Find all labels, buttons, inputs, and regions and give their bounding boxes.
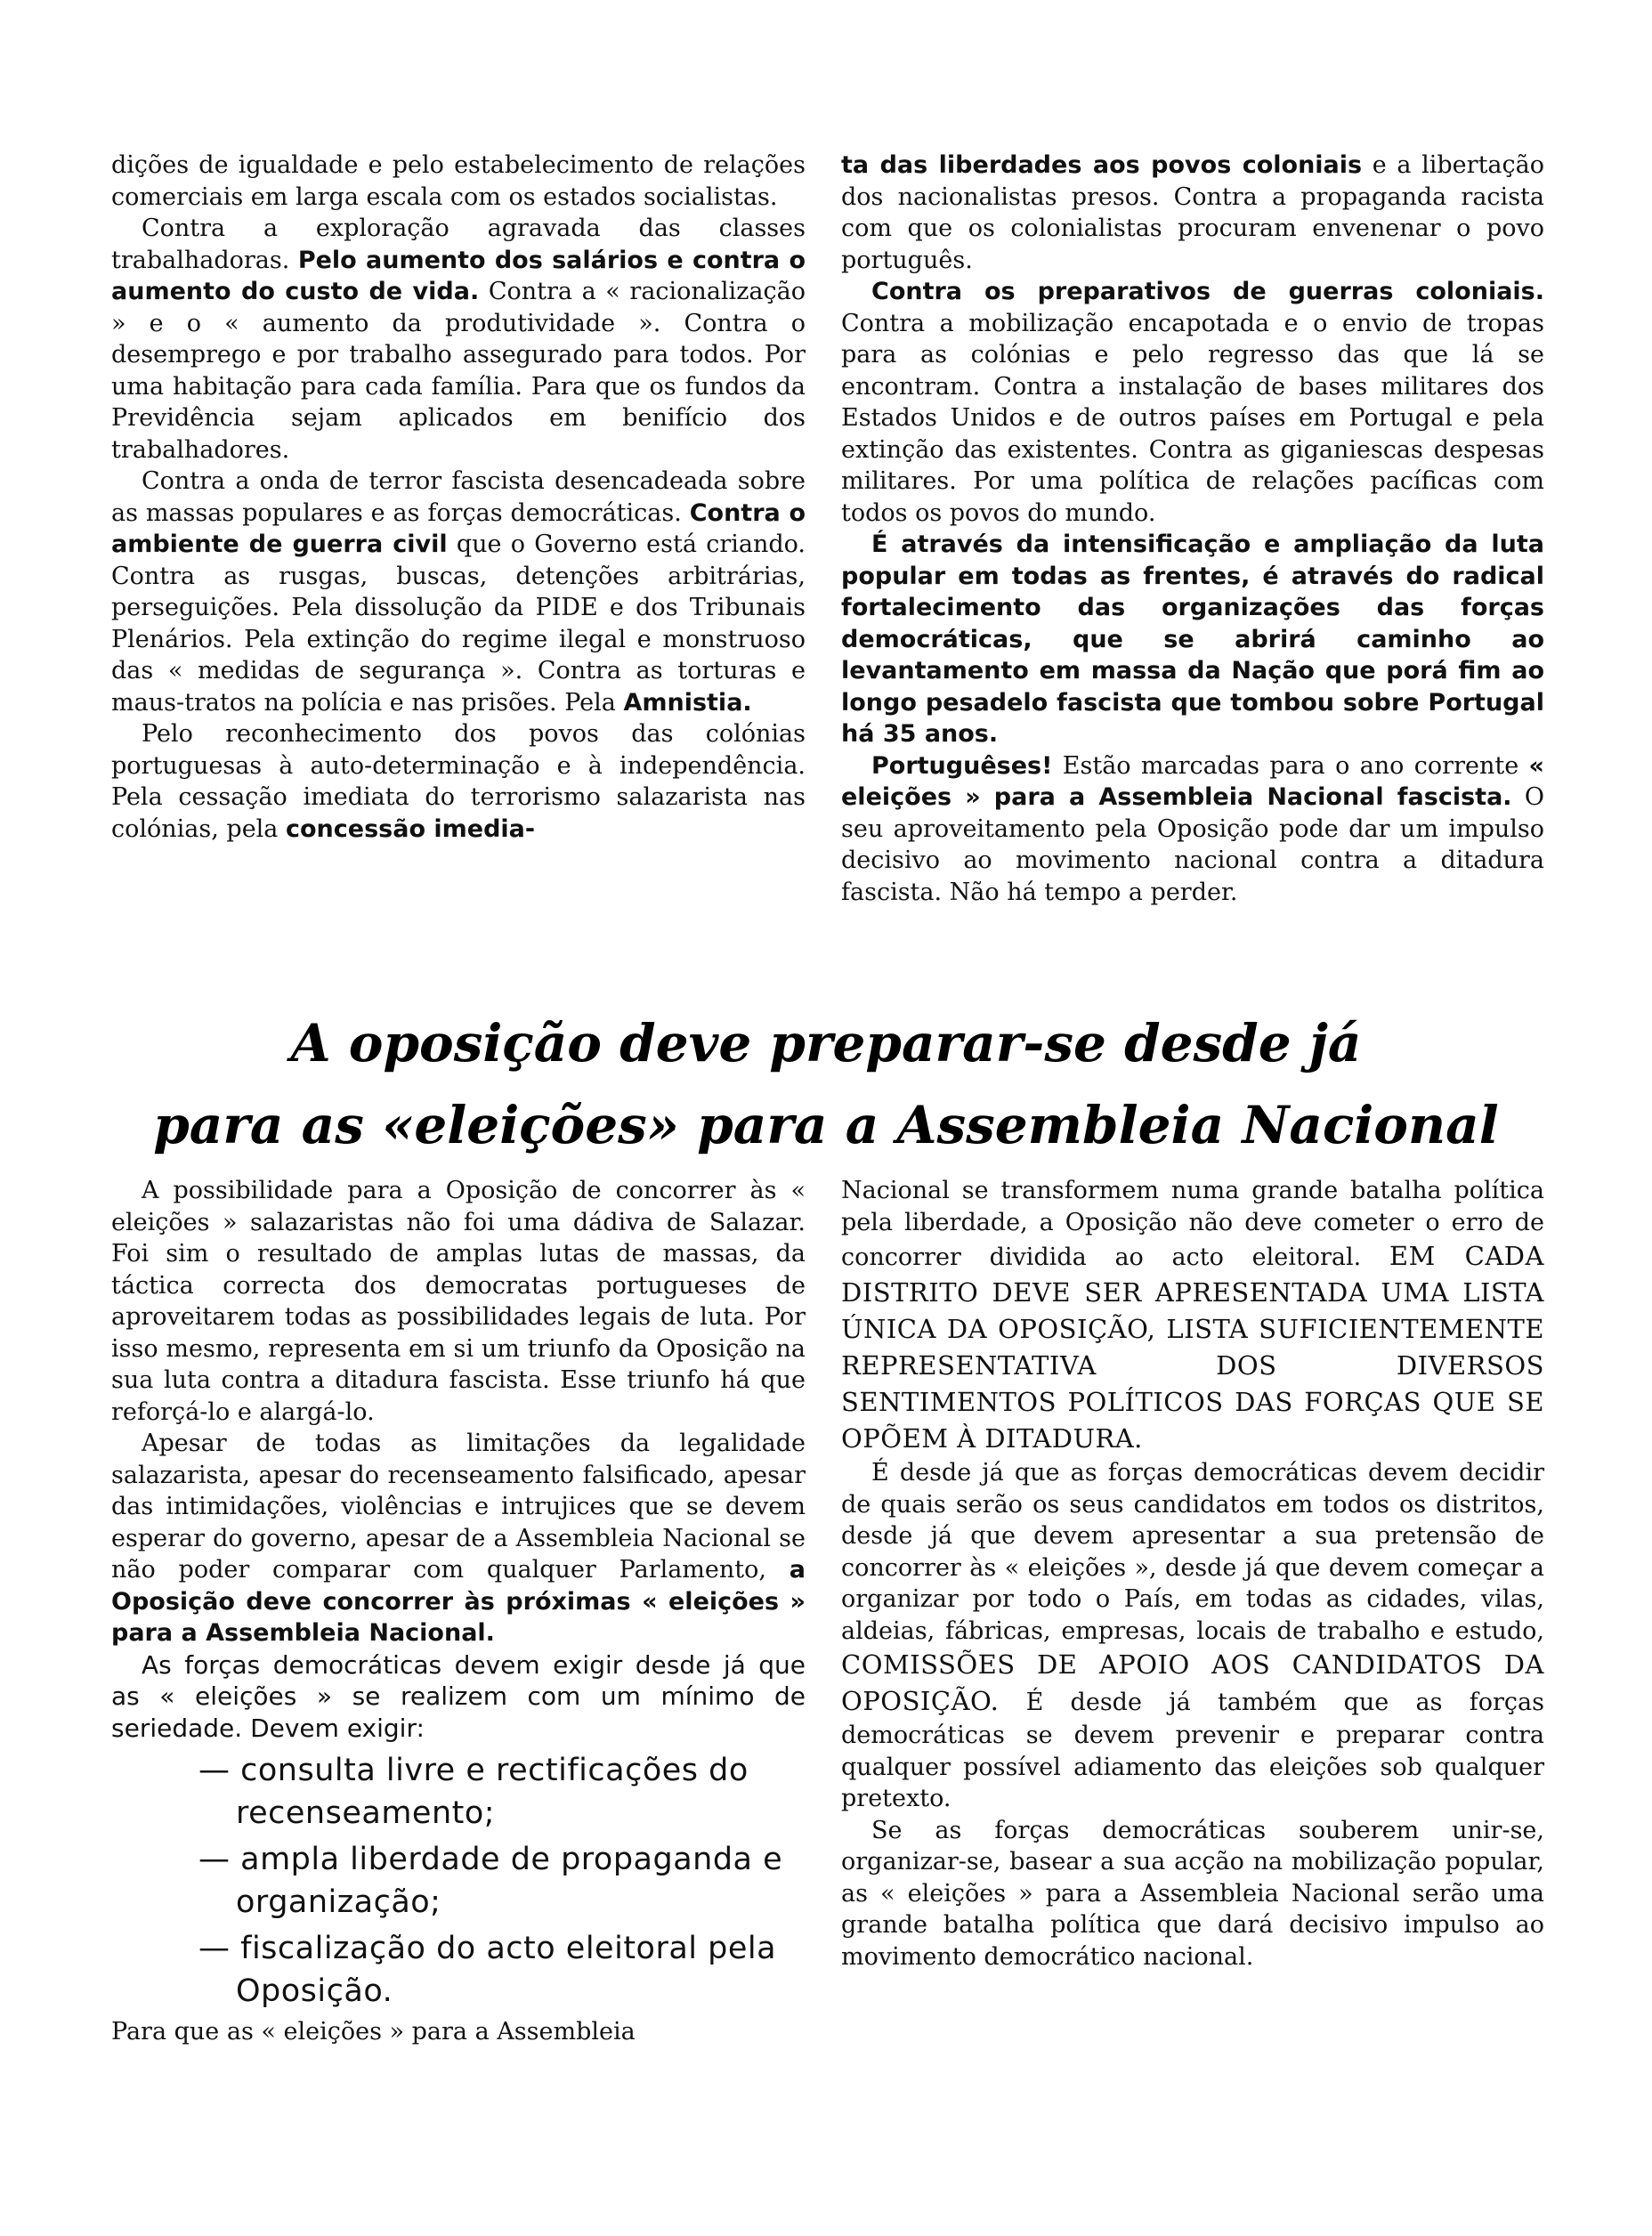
paragraph bbox=[111, 1175, 806, 1428]
paragraph-text: O seu aproveitamento pela Oposição pode dar um impulso decisivo ao movimento nacional contra a ditadura fascista. Não há tempo a perder. bbox=[841, 783, 1544, 906]
headline-line-2: para as «eleições» para a Assembleia Nacional bbox=[153, 1095, 1499, 1155]
top-right-column bbox=[841, 150, 1544, 908]
demand-item: — fiscalização do acto eleitoral pela Oposição. bbox=[198, 1931, 777, 2009]
paragraph bbox=[111, 1428, 806, 1649]
paragraph bbox=[111, 213, 806, 466]
paragraph-text: Nacional se transformem numa grande batalha política pela liberdade, a Oposição não deve cometer o erro de concorrer dividida ao acto eleitoral. bbox=[841, 1177, 1544, 1271]
paragraph bbox=[111, 718, 806, 845]
paragraph-text: Contra a mobilização encapotada e o envio de tropas para as colónias e pelo regresso das que lá se encontram. Contra a instalação de bases militares dos Estados Unidos e de outros países em Portugal e pela extinção das existentes. Contra as giganiescas despesas militares. Por uma política de relações pacíficas com todos os povos do mundo. bbox=[841, 309, 1544, 527]
paragraph-text: e a libertação dos nacionalistas presos. Contra a propaganda racista com que os colonialistas procuram envenenar o povo português. bbox=[841, 151, 1544, 274]
paragraph-text: É desde já que as forças democráticas devem decidir de quais serão os seus candidatos em todos os distritos, desde já que devem apresentar a sua pretensão de concorrer às « eleições », desde já que devem começar a organizar por todo o País, em todas as cidades, vilas, aldeias, fábricas, empresas, locais de trabalho e estudo, bbox=[841, 1459, 1544, 1645]
bold-text: Pelo aumento dos salários e contra o aumento do custo de vida. bbox=[111, 246, 806, 305]
paragraph-text: A possibilidade para a Oposição de concorrer às « eleições » salazaristas não foi uma dádiva de Salazar. Foi sim o resultado de amplas lutas de massas, da táctica correcta dos democratas portugueses de aproveitarem todas as possibilidades legais de luta. Por isso mesmo, representa em si um triunfo da Oposição na sua luta contra a ditadura fascista. Esse triunfo há que reforçá-lo e alargá-lo. bbox=[111, 1177, 806, 1426]
paragraph-text: Se as forças democráticas souberem unir-se, organizar-se, basear a sua acção na mobilização popular, as « eleições » para a Assembleia Nacional serão uma grande batalha política que dará decisivo impulso ao movimento democrático nacional. bbox=[841, 1816, 1544, 1971]
paragraph bbox=[111, 466, 806, 718]
bold-text: « eleições » para a Assembleia Nacional fascista. bbox=[841, 751, 1544, 811]
paragraph-text: Contra a « racionalização » e o « aumento da produtividade ». Contra o desemprego e por trabalho assegurado para todos. Por uma habitação para cada família. Para que os fundos da Previdência sejam aplicados em benifício dos trabalhadores. bbox=[111, 278, 806, 464]
bold-text: Portuguêses! bbox=[871, 751, 1053, 780]
bottom-right-column bbox=[841, 1175, 1544, 1973]
bottom-left-column bbox=[111, 1175, 806, 2048]
paragraph bbox=[111, 150, 806, 213]
paragraph bbox=[111, 2016, 806, 2048]
paragraph-text: Estão marcadas para o ano corrente bbox=[1052, 751, 1529, 780]
demand-item: — ampla liberdade de propaganda e organização; bbox=[198, 1842, 783, 1920]
demand-item: — consulta livre e rectificações do recenseamento; bbox=[198, 1753, 749, 1831]
paragraph-text: As forças democráticas devem exigir desde já que as « eleições » se realizem com um mínimo de seriedade. Devem exigir: bbox=[111, 1649, 806, 1743]
bold-text: concessão imedia- bbox=[286, 814, 536, 843]
paragraph-text: É desde já também que as forças democráticas se devem prevenir e preparar contra qualquer possível adiamento das eleições sob qualquer pretexto. bbox=[841, 1689, 1544, 1812]
caps-text: EM CADA DISTRITO DEVE SER APRESENTADA UMA LISTA ÚNICA DA OPOSIÇÃO, LISTA SUFICIENTEMENTE REPRESENTATIVA DOS DIVERSOS SENTIMENTOS POLÍTICOS DAS FORÇAS QUE SE OPÕEM À DITADURA. bbox=[841, 1241, 1544, 1454]
bold-text: Contra o ambiente de guerra civil bbox=[111, 498, 806, 558]
paragraph-text: Pelo reconhecimento dos povos das colónias portuguesas à auto-determinação e à independência. Pela cessação imediata do terrorismo salazarista nas colónias, pela bbox=[111, 720, 806, 843]
paragraph-text: dições de igualdade e pelo estabelecimento de relações comerciais em larga escala com os estados socialistas. bbox=[111, 151, 806, 211]
paragraph-text: Contra a exploração agravada das classes trabalhadoras. bbox=[111, 215, 806, 274]
top-left-column bbox=[111, 150, 806, 845]
bold-paragraph bbox=[841, 529, 1544, 750]
paragraph bbox=[111, 1649, 806, 1745]
bold-text: Contra os preparativos de guerras coloniais. bbox=[871, 278, 1544, 305]
headline-line-1: A oposição deve preparar-se desde já bbox=[290, 1013, 1362, 1073]
bold-text: ta das liberdades aos povos coloniais bbox=[841, 151, 1363, 179]
paragraph-text: que o Governo está criando. Contra as rusgas, buscas, detenções arbitrárias, perseguições. Pela dissolução da PIDE e dos Tribunais Plenários. Pela extinção do regime ilegal e monstruoso das « medidas de segurança ». Contra as torturas e maus-tratos na polícia e nas prisões. Pela bbox=[111, 531, 806, 717]
bold-text: Amnistia. bbox=[623, 688, 752, 717]
paragraph-text: Apesar de todas as limitações da legalidade salazarista, apesar do recenseamento falsificado, apesar das intimidações, violências e intrujices que se devem esperar do governo, apesar de a Assembleia Nacional se não poder comparar com qualquer Parlamento, bbox=[111, 1430, 806, 1584]
paragraph bbox=[841, 1815, 1544, 1973]
paragraph bbox=[841, 276, 1544, 529]
caps-text: COMISSÕES DE APOIO AOS CANDIDATOS DA OPOSIÇÃO. bbox=[841, 1649, 1544, 1716]
demands-list bbox=[111, 1749, 806, 2013]
paragraph-text: Para que as « eleições » para a Assembleia bbox=[111, 2018, 636, 2046]
paragraph bbox=[841, 1175, 1544, 1457]
paragraph bbox=[841, 1457, 1544, 1815]
bold-text: a Oposição deve concorrer às próximas « eleições » para a Assembleia Nacional. bbox=[111, 1556, 806, 1647]
paragraph-text: Contra a onda de terror fascista desencadeada sobre as massas populares e as forças democráticas. bbox=[111, 467, 806, 527]
paragraph bbox=[841, 150, 1544, 276]
bold-text: É através da intensificação e ampliação da luta popular em todas as frentes, é através do radical fortalecimento das organizações das forças democráticas, que se abrirá caminho ao levantamento em massa da Nação que porá fim ao longo pesadelo fascista que tombou sobre Portugal há 35 anos. bbox=[841, 531, 1544, 748]
paragraph bbox=[841, 750, 1544, 909]
